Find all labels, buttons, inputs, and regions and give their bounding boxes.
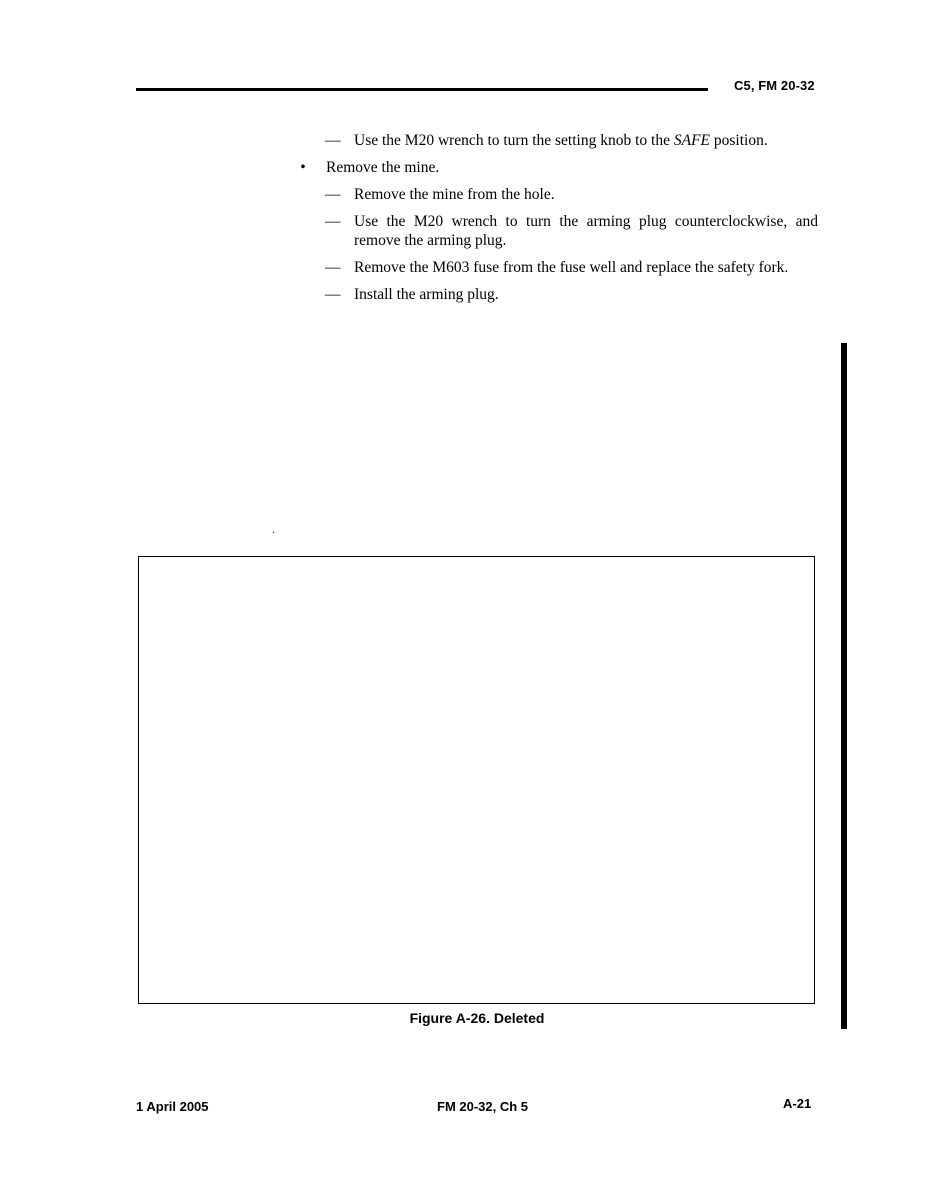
item-text: Install the arming plug.	[354, 286, 499, 303]
figure-caption: Figure A-26. Deleted	[409, 1010, 545, 1026]
dash-marker: —	[325, 132, 341, 149]
bullet-marker: •	[300, 159, 306, 176]
list-item	[300, 285, 818, 304]
page-number: A-21	[783, 1096, 812, 1111]
running-header: C5, FM 20-32	[734, 78, 815, 93]
list-item	[300, 185, 818, 204]
item-text: Use the M20 wrench to turn the setting knob to the	[354, 132, 674, 149]
header-rule	[136, 88, 708, 91]
change-bar	[841, 343, 847, 1029]
item-emphasis: SAFE	[673, 132, 711, 149]
footer-publication: FM 20-32, Ch 5	[437, 1099, 529, 1114]
list-item	[300, 131, 818, 150]
item-text: Remove the mine.	[326, 159, 440, 176]
item-text: Remove the mine from the hole.	[354, 186, 555, 203]
item-text: Remove the M603 fuse from the fuse well and replace the safety fork.	[354, 259, 789, 276]
item-text: Use the M20 wrench to turn the arming plug counterclockwise, and remove the arming plug.	[354, 213, 818, 249]
dash-marker: —	[325, 213, 341, 230]
stray-mark: .	[272, 522, 275, 536]
procedure-list	[300, 131, 818, 312]
list-item	[300, 258, 818, 277]
dash-marker: —	[325, 186, 341, 203]
footer-date: 1 April 2005	[136, 1099, 209, 1114]
list-item	[300, 212, 818, 250]
dash-marker: —	[325, 286, 341, 303]
list-item	[300, 158, 818, 177]
item-text: position.	[710, 132, 768, 149]
figure-frame	[138, 556, 815, 1004]
dash-marker: —	[325, 259, 341, 276]
